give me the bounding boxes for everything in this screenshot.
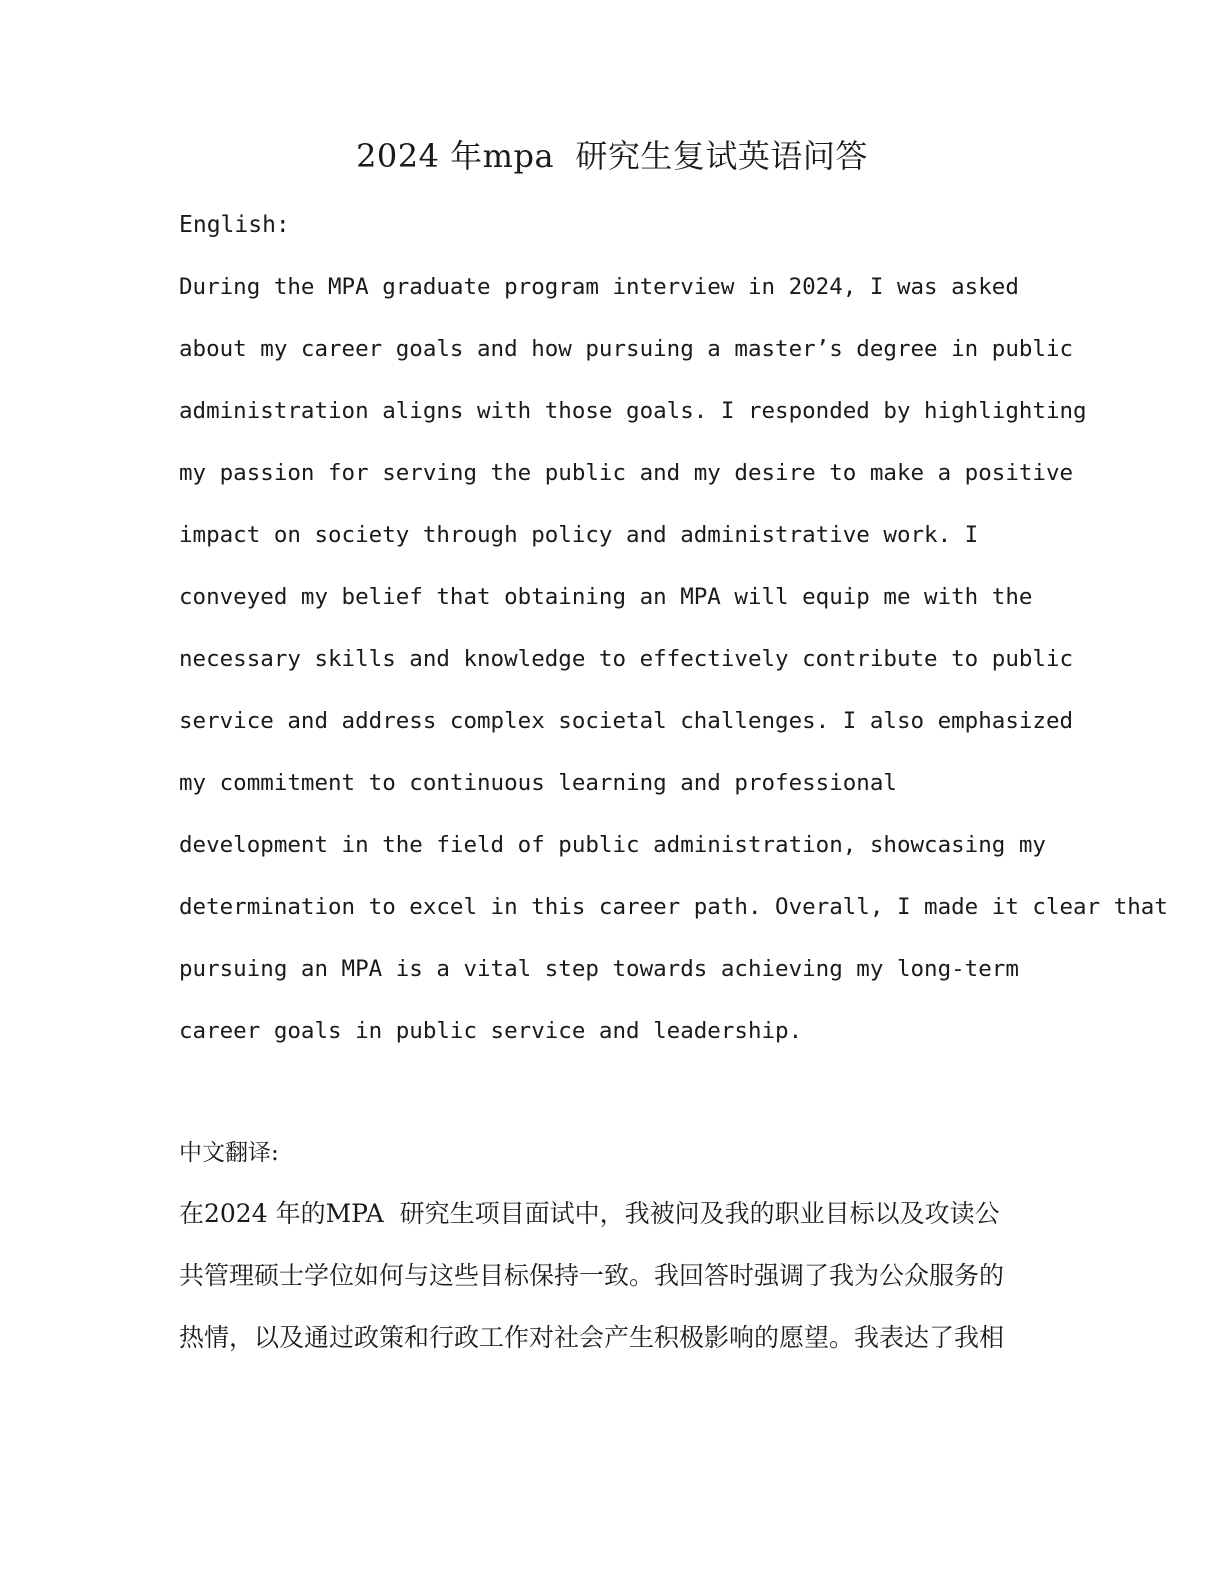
english-line: determination to excel in this career path. Overall, I made it clear that (179, 894, 1168, 920)
english-line: conveyed my belief that obtaining an MPA will equip me with the (179, 584, 1033, 610)
english-line: my commitment to continuous learning and professional (179, 770, 897, 796)
english-line: development in the field of public administration, showcasing my (179, 832, 1046, 858)
english-section-label: English: (179, 212, 290, 238)
english-line: administration aligns with those goals. I responded by highlighting (179, 398, 1087, 424)
english-paragraph (179, 272, 1168, 1078)
chinese-line: 热情，以及通过政策和行政工作对社会产生积极影响的愿望。我表达了我相 (179, 1323, 1005, 1352)
document-title: 2024 年mpa 研究生复试英语问答 (356, 137, 868, 175)
english-line: During the MPA graduate program interview in 2024, I was asked (179, 274, 1019, 300)
chinese-line: 共管理硕士学位如何与这些目标保持一致。我回答时强调了我为公众服务的 (179, 1261, 1005, 1290)
english-line: career goals in public service and leadership. (179, 1018, 803, 1044)
english-line: my passion for serving the public and my desire to make a positive (179, 460, 1074, 486)
english-line: impact on society through policy and administrative work. I (179, 522, 979, 548)
chinese-line: 在2024 年的MPA 研究生项目面试中，我被问及我的职业目标以及攻读公 (179, 1199, 1000, 1228)
chinese-section-label: 中文翻译: (179, 1140, 279, 1166)
english-line: about my career goals and how pursuing a master’s degree in public (179, 336, 1074, 362)
english-line: service and address complex societal challenges. I also emphasized (179, 708, 1074, 734)
chinese-paragraph (179, 1198, 1004, 1384)
english-line: necessary skills and knowledge to effectively contribute to public (179, 646, 1074, 672)
english-line: pursuing an MPA is a vital step towards achieving my long-term (179, 956, 1019, 982)
